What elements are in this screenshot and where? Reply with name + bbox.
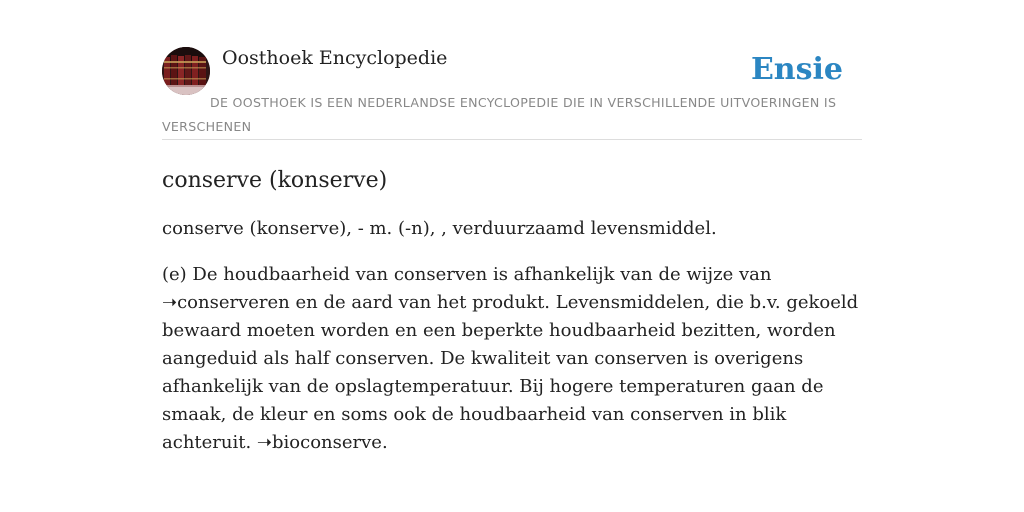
bookshelf-icon [162, 47, 210, 95]
body-text-part: en de aard van het produkt. Levensmiddelen, die b.v. gekoeld bewaard moeten worden en een beperkte houdbaarheid bezitten, worden aangeduid als half conserven. De kwaliteit van conserven is overigens afhankelijk van de opslagtemperatuur. Bij hogere temperaturen gaan de smaak, de kleur en soms ook de houdbaarheid van conserven in blik achteruit. [162, 292, 859, 453]
entry-body [162, 261, 862, 457]
body-text-part: . [381, 432, 388, 453]
site-tagline: DE OOSTHOEK IS EEN NEDERLANDSE ENCYCLOPEDIE DIE IN VERSCHILLENDE UITVOERINGEN IS VERSCHENEN [162, 95, 837, 134]
page-container [162, 46, 862, 457]
conserveren-link[interactable]: ➝conserveren [162, 292, 290, 313]
site-header [162, 46, 862, 140]
entry-definition: conserve (konserve), - m. (-n), , verduurzaamd levensmiddel. [162, 218, 717, 239]
avatar[interactable] [162, 47, 210, 95]
site-title[interactable]: Oosthoek Encyclopedie [222, 47, 448, 69]
brand-logo[interactable]: Ensie [750, 52, 843, 87]
entry-title: conserve (konserve) [162, 168, 388, 193]
bioconserve-link[interactable]: ➝bioconserve [256, 432, 382, 453]
body-text-part: (e) De houdbaarheid van conserven is afhankelijk van de wijze van [162, 264, 772, 285]
